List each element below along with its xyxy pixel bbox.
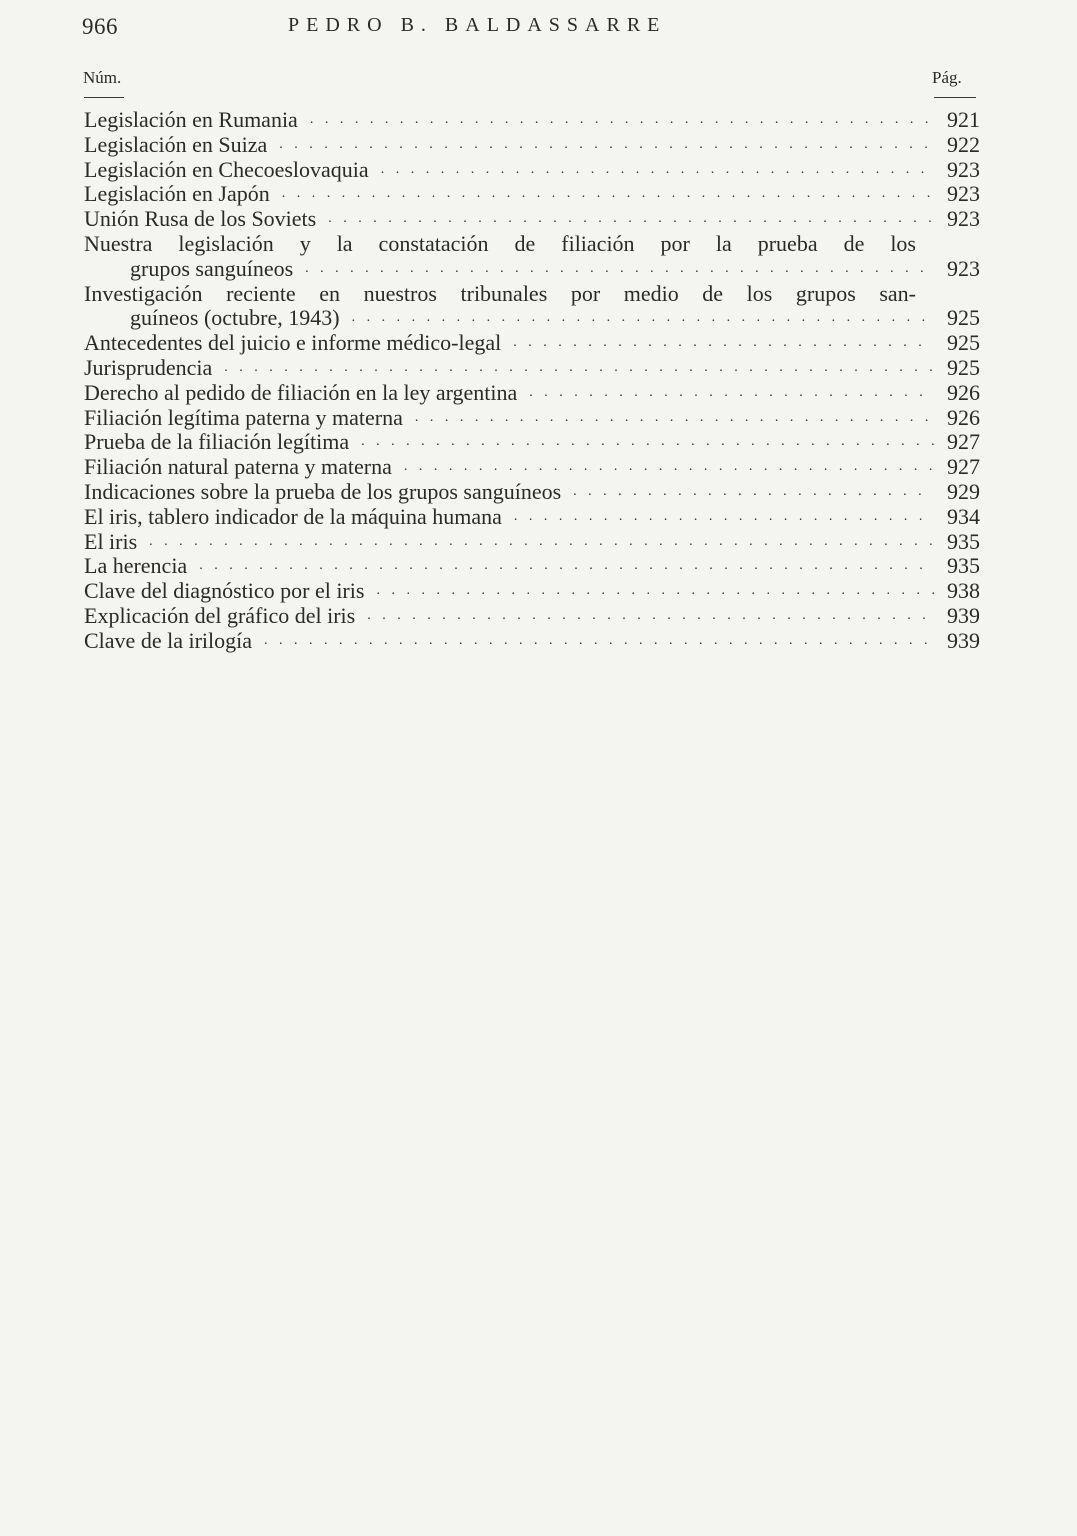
toc-entry-text (84, 108, 980, 133)
toc-entry-title: El iris (84, 528, 138, 554)
dot-leader (513, 331, 934, 356)
dot-leader (367, 604, 934, 629)
toc-entry-title: Unión Rusa de los Soviets (84, 206, 317, 232)
toc-entry (84, 554, 980, 579)
dot-leader (328, 207, 934, 232)
toc-entry (84, 430, 980, 455)
toc-entry-page: 935 (947, 528, 980, 554)
toc-entry-line (84, 455, 980, 480)
running-head: PEDRO B. BALDASSARRE (288, 14, 667, 36)
toc-entry-line (84, 554, 980, 579)
toc-entry-text (84, 182, 980, 207)
toc-entry-text (84, 604, 980, 629)
dot-leader (310, 108, 934, 133)
toc-entry-text (84, 356, 980, 381)
dot-leader (529, 381, 934, 406)
toc-entry-title: Filiación legítima paterna y materna (84, 404, 403, 430)
toc-entry-page: 926 (947, 379, 980, 405)
toc-entry-page: 927 (947, 454, 980, 480)
toc-entry-page: 925 (947, 330, 980, 356)
dot-leader (264, 629, 934, 654)
dot-leader (199, 554, 934, 579)
toc-entry-page: 927 (947, 429, 980, 455)
toc-entry-line (84, 133, 980, 158)
toc-entry (84, 133, 980, 158)
toc-entry (84, 406, 980, 431)
toc-entry-title: Jurisprudencia (84, 354, 213, 380)
dot-leader (224, 356, 934, 381)
toc-entry-text (84, 505, 980, 530)
toc-entry-page: 923 (947, 181, 980, 207)
toc-entry-title: Antecedentes del juicio e informe médico-legal (84, 330, 502, 356)
toc-entry-first-line: Nuestra legislación y la constatación de filiación por la prueba de los (84, 230, 916, 256)
toc-entry (84, 579, 980, 604)
toc-entry-line (84, 381, 980, 406)
toc-entry (84, 604, 980, 629)
dot-leader (376, 579, 934, 604)
toc-entry-text (84, 579, 980, 604)
toc-entry (84, 381, 980, 406)
toc-entry-line (84, 505, 980, 530)
toc-entry (84, 207, 980, 232)
toc-entry-line (84, 356, 980, 381)
toc-entry-title: Explicación del gráfico del iris (84, 602, 356, 628)
toc-entry-text (84, 480, 980, 505)
toc-entry-text (84, 282, 980, 332)
toc-entry-text (84, 381, 980, 406)
toc-entry-page: 934 (947, 503, 980, 529)
toc-entry-line (84, 629, 980, 654)
toc-entry-text (84, 430, 980, 455)
toc-entry-text (84, 530, 980, 555)
toc-entry-title: Filiación natural paterna y materna (84, 454, 392, 480)
toc-entry-page: 939 (947, 627, 980, 653)
dot-leader (514, 505, 934, 530)
dot-leader (404, 455, 934, 480)
toc-entry-title: Legislación en Japón (84, 181, 270, 207)
toc-entry (84, 331, 980, 356)
toc-entry (84, 356, 980, 381)
dot-leader (305, 257, 934, 282)
toc-entry-title: Indicaciones sobre la prueba de los grupos sanguíneos (84, 478, 562, 504)
toc-entry-text (84, 207, 980, 232)
toc-entry-line (84, 182, 980, 207)
dot-leader (282, 182, 934, 207)
dot-leader (149, 530, 934, 555)
toc-entry-page: 921 (947, 107, 980, 132)
dot-leader (279, 133, 934, 158)
dot-leader (361, 430, 934, 455)
toc-entry-title: Legislación en Suiza (84, 131, 268, 157)
dot-leader (415, 406, 934, 431)
toc-entry-title: Clave de la irilogía (84, 627, 252, 653)
toc-entry-line (84, 108, 980, 133)
toc-entry-text (84, 331, 980, 356)
toc-entry-text (84, 232, 980, 282)
toc-entry-title: Legislación en Rumania (84, 107, 298, 132)
toc-entry-title: El iris, tablero indicador de la máquina humana (84, 503, 502, 529)
toc-entry-page: 923 (947, 156, 980, 182)
dot-leader (352, 306, 934, 331)
toc-entry-line (84, 257, 980, 282)
toc-entry (84, 182, 980, 207)
toc-entry-page: 925 (947, 354, 980, 380)
dot-leader (381, 158, 934, 183)
toc-entry (84, 505, 980, 530)
toc-entry (84, 480, 980, 505)
dot-leader (573, 480, 934, 505)
toc-entry-page: 935 (947, 553, 980, 579)
column-rule-left (84, 97, 124, 98)
toc-entry-title: Legislación en Checoeslovaquia (84, 156, 369, 182)
toc-entry-line (84, 406, 980, 431)
table-of-contents (84, 108, 980, 654)
toc-entry-line (84, 604, 980, 629)
toc-entry-text (84, 455, 980, 480)
toc-entry-page: 929 (947, 478, 980, 504)
toc-entry-page: 938 (947, 578, 980, 604)
page-number: 966 (82, 14, 118, 39)
column-rule-right (934, 97, 976, 98)
toc-entry-text (84, 406, 980, 431)
toc-entry (84, 455, 980, 480)
toc-entry-line (84, 306, 980, 331)
toc-entry-text (84, 158, 980, 183)
toc-entry-first-line: Investigación reciente en nuestros tribunales por medio de los grupos san- (84, 280, 916, 306)
toc-entry (84, 282, 980, 332)
toc-entry-text (84, 554, 980, 579)
toc-entry-title: Prueba de la filiación legítima (84, 429, 350, 455)
toc-entry-title: grupos sanguíneos (130, 255, 294, 281)
toc-entry (84, 530, 980, 555)
toc-entry-line (84, 207, 980, 232)
toc-entry-page: 922 (947, 131, 980, 157)
toc-entry-line (84, 158, 980, 183)
toc-entry-page: 939 (947, 602, 980, 628)
column-header-num: Núm. (83, 68, 122, 87)
toc-entry-title: guíneos (octubre, 1943) (130, 305, 340, 331)
toc-entry-line (84, 579, 980, 604)
toc-entry-text (84, 629, 980, 654)
toc-entry-line (84, 430, 980, 455)
toc-entry-page: 925 (947, 305, 980, 331)
toc-entry-page: 926 (947, 404, 980, 430)
toc-entry-title: Clave del diagnóstico por el iris (84, 578, 365, 604)
toc-entry (84, 232, 980, 282)
toc-entry-line (84, 331, 980, 356)
toc-entry (84, 108, 980, 133)
column-header-pag: Pág. (932, 68, 962, 87)
toc-entry-text (84, 133, 980, 158)
toc-entry-line (84, 480, 980, 505)
toc-entry (84, 158, 980, 183)
toc-entry-title: La herencia (84, 553, 188, 579)
toc-entry-page: 923 (947, 206, 980, 232)
toc-entry (84, 629, 980, 654)
toc-entry-title: Derecho al pedido de filiación en la ley argentina (84, 379, 518, 405)
toc-entry-page: 923 (947, 255, 980, 281)
toc-entry-line (84, 530, 980, 555)
